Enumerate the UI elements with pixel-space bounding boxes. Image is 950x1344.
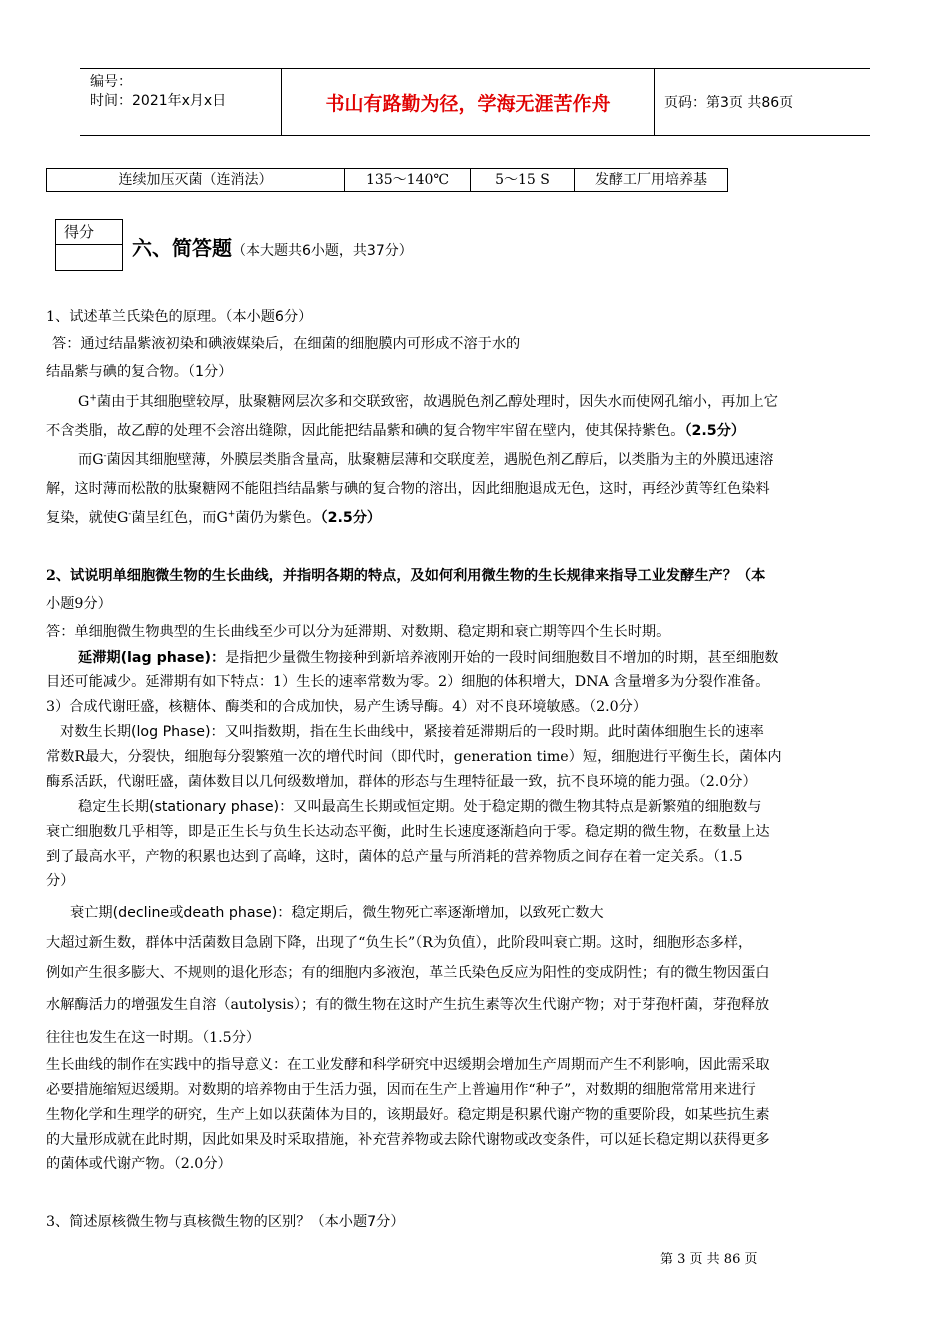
superscript: + — [89, 393, 97, 404]
header-page-info: 页码：第3页 共86页 — [664, 95, 794, 111]
q1-gplus-line — [46, 421, 745, 441]
q1-answer-line: 答：通过结晶紫液初染和碘液媒染后，在细菌的细胞膜内可形成不溶于水的 — [52, 336, 521, 352]
text: 菌因其细胞壁薄，外膜层类脂含量高，肽聚糖层薄和交联度差，遇脱色剂乙醇后，以类脂为主的外膜迅速溶 — [106, 452, 774, 468]
q1-gplus-line — [78, 392, 778, 412]
application-line: 生长曲线的制作在实践中的指导意义：在工业发酵和科学研究中迟缓期会增加生产周期而产生不利影响，因此需采取 — [46, 1057, 770, 1073]
lag-phase-line — [78, 648, 778, 668]
section-title-text: 六、简答题 — [132, 236, 232, 260]
page-footer: 第 3 页 共 86 页 — [660, 1252, 758, 1267]
application-line: 的菌体或代谢产物。（2.0分） — [46, 1156, 232, 1172]
q1-answer-line — [46, 362, 232, 382]
section-subtitle: （本大题共6小题，共37分） — [232, 243, 413, 259]
text: 不含类脂，故乙醇的处理不会溶出缝隙，因此能把结晶紫和碘的复合物牢牢留在壁内，使其保持紫色。 — [46, 423, 685, 439]
stationary-phase-line: 衰亡细胞数几乎相等，即是正生长与负生长达动态平衡，此时生长速度逐渐趋向于零。稳定期的微生物，在数量上达 — [46, 824, 770, 840]
text: 复染，就使G — [46, 510, 129, 526]
cell-time: 5～15 S — [471, 169, 575, 191]
q3-question-text: 3、简述原核微生物与真核微生物的区别？ — [46, 1214, 311, 1230]
q1-gminus-line — [78, 450, 773, 470]
application-line: 必要措施缩短迟缓期。对数期的培养物由于生活力强，因而在生产上普遍用作“种子”，对数期的细胞常常用来进行 — [46, 1082, 756, 1098]
log-phase-line: 酶系活跃，代谢旺盛，菌体数目以几何级数增加，群体的形态与生理特征最一致，抗不良环境的能力强。（2.0分） — [46, 774, 757, 790]
application-line: 生物化学和生理学的研究，生产上如以获菌体为目的，该期最好。稳定期是积累代谢产物的重要阶段，如某些抗生素 — [46, 1107, 770, 1123]
points: （2.5分） — [320, 510, 382, 526]
q1-answer-text: 结晶紫与碘的复合物。 — [46, 364, 188, 380]
decline-phase-line: 水解酶活力的增强发生自溶（autolysis）；有的微生物在这时产生抗生素等次生代谢产物；对于芽孢杆菌，芽孢释放 — [46, 997, 770, 1013]
decline-phase-term: 衰亡期(decline或death phase)： — [70, 905, 292, 921]
q1-question — [46, 307, 312, 327]
stationary-phase-line: 到了最高水平，产物的积累也达到了高峰，这时，菌体的总产量与所消耗的营养物质之间存在着一定关系。（1.5 — [46, 849, 743, 865]
header-meta — [80, 69, 282, 135]
text: 菌由于其细胞壁较厚，肽聚糖网层次多和交联致密，故遇脱色剂乙醇处理时，因失水而使网孔缩小，再加上它 — [96, 394, 778, 410]
q2-intro: 答：单细胞微生物典型的生长曲线至少可以分为延滞期、对数期、稳定期和衰亡期等四个生长时期。 — [46, 624, 671, 640]
score-box — [55, 219, 123, 271]
q1-question-text: 1、试述革兰氏染色的原理。 — [46, 309, 226, 325]
superscript: + — [227, 509, 236, 520]
q3-points: （本小题7分） — [310, 1214, 405, 1230]
text: 菌仍为紫色。 — [235, 510, 321, 526]
superscript: - — [128, 509, 132, 520]
stationary-phase-line — [78, 797, 761, 817]
log-phase-line — [60, 722, 764, 742]
text: 菌呈红色，而G — [131, 510, 228, 526]
points: （2.5分） — [684, 423, 746, 439]
score-label: 得分 — [56, 220, 122, 245]
q1-gminus-line — [46, 508, 381, 528]
application-line: 的大量形成就在此时期，因此如果及时采取措施，补充营养物或去除代谢物或改变条件，可以延长稳定期以获得更多 — [46, 1132, 770, 1148]
decline-phase-line — [70, 903, 604, 923]
q1-points: （本小题6分） — [225, 309, 313, 325]
number-label: 编号： — [90, 74, 132, 90]
q1-answer-points: （1分） — [187, 364, 233, 380]
q1-gminus-line: 解，这时薄而松散的肽聚糖网不能阻挡结晶紫与碘的复合物的溶出，因此细胞退成无色，这时，再经沙黄等红色染料 — [46, 481, 770, 497]
text: 而G — [78, 452, 104, 468]
text: 又叫指数期，指在生长曲线中，紧接着延滞期后的一段时期。此时菌体细胞生长的速率 — [224, 724, 764, 740]
log-phase-line: 常数R最大，分裂快，细胞每分裂繁殖一次的增代时间（即代时，generation time）短，细胞进行平衡生长，菌体内 — [46, 749, 782, 765]
sterilization-table-row — [46, 168, 728, 192]
cell-temperature: 135～140℃ — [345, 169, 471, 191]
stationary-phase-term: 稳定生长期(stationary phase)： — [78, 799, 294, 815]
decline-phase-line: 例如产生很多膨大、不规则的退化形态；有的细胞内多液泡，革兰氏染色反应为阳性的变成阴性；有的微生物因蛋白 — [46, 965, 770, 981]
stationary-phase-line: 分） — [46, 873, 75, 889]
q2-question: 2、试说明单细胞微生物的生长曲线，并指明各期的特点，及如何利用微生物的生长规律来指导工业发酵生产？（本 — [46, 568, 766, 584]
cell-method: 连续加压灭菌（连消法） — [47, 169, 345, 191]
text: G — [78, 394, 90, 410]
lag-phase-line: 3）合成代谢旺盛，核糖体、酶类和的合成加快，易产生诱导酶。4）对不良环境敏感。（2.0分） — [46, 699, 648, 715]
section-title — [132, 232, 413, 261]
q3-question — [46, 1212, 405, 1232]
superscript: - — [103, 451, 107, 462]
header-motto: 书山有路勤为径，学海无涯苦作舟 — [282, 69, 655, 135]
text: 是指把少量微生物接种到新培养液刚开始的一段时间细胞数目不增加的时期，甚至细胞数 — [225, 650, 779, 666]
log-phase-term: 对数生长期(log Phase)： — [60, 724, 225, 740]
q2-question: 小题9分） — [46, 596, 112, 612]
decline-phase-line: 大超过新生数，群体中活菌数目急剧下降，出现了“负生长”（R为负值），此阶段叫衰亡期。这时，细胞形态多样， — [46, 935, 753, 951]
lag-phase-term: 延滞期(lag phase)： — [78, 650, 226, 666]
text: 又叫最高生长期或恒定期。处于稳定期的微生物其特点是新繁殖的细胞数与 — [293, 799, 762, 815]
cell-application: 发酵工厂用培养基 — [595, 172, 707, 188]
date-label: 时间：2021年x月x日 — [90, 93, 227, 109]
text: 稳定期后，微生物死亡率逐渐增加，以致死亡数大 — [291, 905, 604, 921]
document-header — [80, 68, 870, 136]
decline-phase-line: 往往也发生在这一时期。（1.5分） — [46, 1030, 261, 1046]
lag-phase-line: 目还可能减少。延滞期有如下特点：1）生长的速率常数为零。2）细胞的体积增大，DNA 含量增多为分裂作准备。 — [46, 674, 770, 690]
